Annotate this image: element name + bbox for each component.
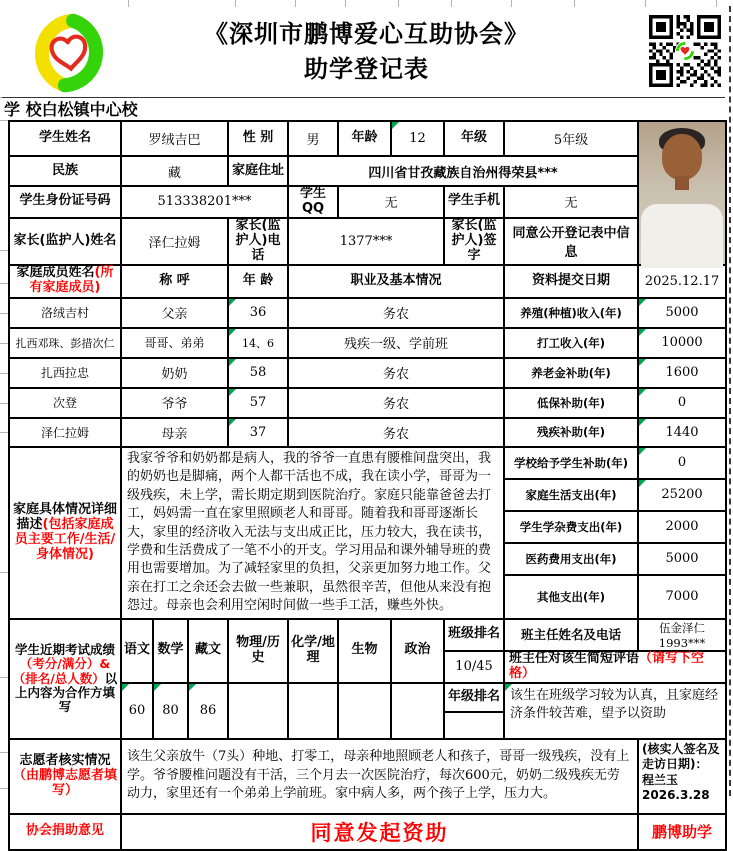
submit-date-cell[interactable]: 2025.12.17 xyxy=(638,265,726,298)
association-opinion-label: 协会捐助意见 xyxy=(9,814,121,850)
address-cell[interactable]: 四川省甘孜藏族自治州得荣县*** xyxy=(288,156,638,186)
grade-rank-label: 年级排名 xyxy=(444,683,504,712)
income-label: 养老金补助(年) xyxy=(504,358,638,388)
member-age-cell[interactable]: 57 xyxy=(228,388,288,418)
donation-decision-cell[interactable]: 同意发起资助 xyxy=(121,814,638,850)
ethnicity-cell[interactable]: 藏 xyxy=(121,156,228,186)
income-label: 养殖(种植)收入(年) xyxy=(504,298,638,328)
subject-header: 藏文 xyxy=(188,619,228,683)
teacher-name-cell[interactable]: 伍金泽仁1993*** xyxy=(638,619,726,651)
income-label: 打工收入(年) xyxy=(504,328,638,358)
age-cell[interactable]: 12 xyxy=(391,121,444,156)
class-rank-label: 班级排名 xyxy=(444,619,504,651)
member-relation-cell[interactable]: 奶奶 xyxy=(121,358,228,388)
subject-header: 化学/地理 xyxy=(288,619,338,683)
gender-label: 性 别 xyxy=(228,121,288,156)
grade-rank-cell[interactable] xyxy=(444,712,504,739)
guardian-sign-cell[interactable]: 同意公开登记表中信息 xyxy=(504,218,638,265)
score-cell[interactable]: 60 xyxy=(121,683,153,739)
member-age-cell[interactable]: 37 xyxy=(228,418,288,447)
qq-cell[interactable]: 无 xyxy=(338,186,444,218)
grade-cell[interactable]: 5年级 xyxy=(504,121,638,156)
member-occupation-cell[interactable]: 残疾一级、学前班 xyxy=(288,328,504,358)
member-occupation-cell[interactable]: 务农 xyxy=(288,388,504,418)
expense-label: 其他支出(年) xyxy=(504,575,638,619)
expense-label: 医药费用支出(年) xyxy=(504,543,638,575)
ethnicity-label: 民族 xyxy=(9,156,121,186)
member-relation-cell[interactable]: 哥哥、弟弟 xyxy=(121,328,228,358)
guardian-name-cell[interactable]: 泽仁拉姆 xyxy=(121,218,228,265)
income-label: 残疾补助(年) xyxy=(504,418,638,447)
submit-date-label: 资料提交日期 xyxy=(504,265,638,298)
score-cell[interactable] xyxy=(288,683,338,739)
member-occupation-cell[interactable]: 务农 xyxy=(288,418,504,447)
family-row xyxy=(9,388,726,418)
relation-header: 称 呼 xyxy=(121,265,228,298)
income-value-cell[interactable]: 1440 xyxy=(638,418,726,447)
score-cell[interactable]: 80 xyxy=(153,683,188,739)
expense-label: 家庭生活支出(年) xyxy=(504,479,638,511)
member-relation-cell[interactable]: 母亲 xyxy=(121,418,228,447)
subject-header: 物理/历史 xyxy=(228,619,288,683)
family-description-label: 家庭具体情况详细描述(包括家庭成员主要工作/生活/身体情况) xyxy=(9,447,121,619)
family-row xyxy=(9,298,726,328)
member-name-cell[interactable]: 扎西邓珠、彭措次仁 xyxy=(9,328,121,358)
form-header xyxy=(8,7,725,97)
qr-code-icon xyxy=(647,15,723,87)
member-occupation-cell[interactable]: 务农 xyxy=(288,358,504,388)
heart-in-hands-logo-icon xyxy=(26,15,112,91)
score-cell[interactable]: 86 xyxy=(188,683,228,739)
student-name-label: 学生姓名 xyxy=(9,121,121,156)
guardian-phone-label: 家长(监护人)电话 xyxy=(228,218,288,265)
guardian-sign-label: 家长(监护人)签字 xyxy=(444,218,504,265)
family-age-header: 年 龄 xyxy=(228,265,288,298)
member-name-cell[interactable]: 洛绒吉村 xyxy=(9,298,121,328)
student-name-cell[interactable]: 罗绒吉巴 xyxy=(121,121,228,156)
print-area-boundary xyxy=(729,6,731,796)
expense-value-cell[interactable]: 5000 xyxy=(638,543,726,575)
visit-date: 2026.3.28 xyxy=(642,788,710,803)
income-value-cell[interactable]: 5000 xyxy=(638,298,726,328)
subject-header: 数学 xyxy=(153,619,188,683)
class-rank-cell[interactable]: 10/45 xyxy=(444,651,504,683)
student-photo xyxy=(638,121,726,265)
income-value-cell[interactable]: 0 xyxy=(638,388,726,418)
member-occupation-cell[interactable]: 务农 xyxy=(288,298,504,328)
verifier-sign-label: (核实人签名及走访日期)： xyxy=(642,741,720,772)
age-label: 年龄 xyxy=(338,121,391,156)
member-age-cell[interactable]: 14、6 xyxy=(228,328,288,358)
address-label: 家庭住址 xyxy=(228,156,288,186)
income-label: 低保补助(年) xyxy=(504,388,638,418)
qq-label: 学生QQ xyxy=(288,186,338,218)
guardian-phone-cell[interactable]: 1377*** xyxy=(288,218,444,265)
guardian-name-label: 家长(监护人)姓名 xyxy=(9,218,121,265)
score-cell[interactable] xyxy=(338,683,391,739)
registration-form xyxy=(4,7,725,851)
member-name-cell[interactable]: 扎西拉忠 xyxy=(9,358,121,388)
income-value-cell[interactable]: 10000 xyxy=(638,328,726,358)
verifier-sign-cell[interactable] xyxy=(638,739,726,814)
verifier-name: 程兰玉 xyxy=(642,772,679,787)
gender-cell[interactable]: 男 xyxy=(288,121,338,156)
school-label: 学 校 xyxy=(4,100,42,119)
member-relation-cell[interactable]: 父亲 xyxy=(121,298,228,328)
teacher-comment-cell[interactable]: 该生在班级学习较为认真，且家庭经济条件较苦难，望予以资助 xyxy=(504,683,726,739)
member-age-cell[interactable]: 58 xyxy=(228,358,288,388)
student-phone-label: 学生手机 xyxy=(444,186,504,218)
subject-header: 政治 xyxy=(391,619,444,683)
income-value-cell[interactable]: 1600 xyxy=(638,358,726,388)
teacher-name-label: 班主任姓名及电话 xyxy=(504,619,638,651)
pengbo-stamp: 鹏博助学 xyxy=(638,814,726,850)
registration-table xyxy=(8,120,727,851)
family-row xyxy=(9,418,726,447)
expense-label: 学生学杂费支出(年) xyxy=(504,511,638,543)
volunteer-section-label: 志愿者核实情况（由鹏博志愿者填写） xyxy=(9,739,121,814)
member-name-cell[interactable]: 泽仁拉姆 xyxy=(9,418,121,447)
score-cell[interactable] xyxy=(391,683,444,739)
member-age-cell[interactable]: 36 xyxy=(228,298,288,328)
expense-value-cell[interactable]: 7000 xyxy=(638,575,726,619)
subject-header: 语文 xyxy=(121,619,153,683)
family-members-label: 家庭成员姓名(所有家庭成员) xyxy=(9,265,121,298)
member-relation-cell[interactable]: 爷爷 xyxy=(121,388,228,418)
family-description-text[interactable]: 我家爷爷和奶奶都是病人，我的爷爷一直患有腰椎间盘突出，我的奶奶也是脚痛，两个人都干活也不成，我在读小学，哥哥为一级残疾，未上学，需长期定期到医院治疗。家庭只能靠爸爸去打工，妈妈需一直在家里照顾老人和哥哥。随着我和哥哥逐渐长大，家里的经济收入无法与支出成正比，压力较大，我在读书，学费和生活费成了一笔不小的开支。学习用品和课外辅导班的费用也需要增加。为了减轻家里的负担，父亲更加努力地工作。父亲在打工之余还会去做一些兼职，虽然很辛苦，但他从来没有抱怨过。母亲也会利用空闲时间做一些手工活，赚些外快。 xyxy=(121,447,504,619)
expense-value-cell[interactable]: 2000 xyxy=(638,511,726,543)
form-title-line1: 《深圳市鹏博爱心互助协会》 xyxy=(204,20,529,48)
school-line xyxy=(2,97,725,120)
member-name-cell[interactable]: 次登 xyxy=(9,388,121,418)
volunteer-text[interactable]: 该生父亲放牛（7头）种地、打零工，母亲种地照顾老人和孩子，哥哥一级残疾，没有上学。爷爷腰椎问题没有干活，三个月去一次医院治疗，每次600元，奶奶二级残疾无劳动力，家里还有一个弟弟上学前班。家中病人多，两个孩子上学，压力大。 xyxy=(121,739,638,814)
exam-section-label: 学生近期考试成绩（考分/满分）&（排名/总人数）以上内容为合作方填写 xyxy=(9,619,121,739)
school-value[interactable]: 白松镇中心校 xyxy=(41,100,138,119)
student-portrait-image xyxy=(639,122,725,264)
expense-value-cell[interactable]: 25200 xyxy=(638,479,726,511)
teacher-comment-label: 班主任对该生简短评语（请写下空格） xyxy=(504,651,726,683)
id-number-label: 学生身份证号码 xyxy=(9,186,121,218)
expense-value-cell[interactable]: 0 xyxy=(638,447,726,479)
score-cell[interactable] xyxy=(228,683,288,739)
grade-label: 年级 xyxy=(444,121,504,156)
student-phone-cell[interactable]: 无 xyxy=(504,186,638,218)
form-title xyxy=(118,17,615,87)
expense-label: 学校给予学生补助(年) xyxy=(504,447,638,479)
family-row xyxy=(9,358,726,388)
occupation-header: 职业及基本情况 xyxy=(288,265,504,298)
form-title-line2: 助学登记表 xyxy=(304,54,429,83)
id-number-cell[interactable]: 513338201*** xyxy=(121,186,288,218)
family-row xyxy=(9,328,726,358)
subject-header: 生物 xyxy=(338,619,391,683)
